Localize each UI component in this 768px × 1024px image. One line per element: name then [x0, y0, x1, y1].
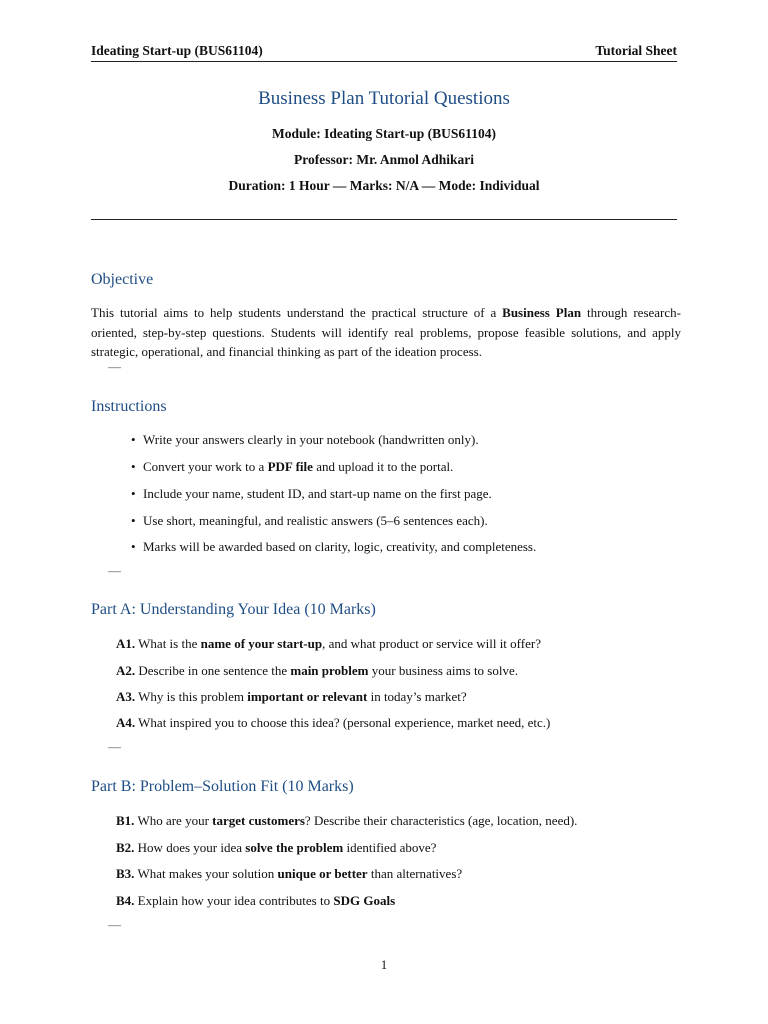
instructions-heading: Instructions — [91, 398, 167, 415]
question-b3: B3. What makes your solution unique or better than alternatives? — [116, 866, 463, 881]
bullet-icon: • — [131, 539, 136, 554]
bullet-icon: • — [131, 432, 136, 447]
title-rule — [91, 219, 677, 220]
objective-text-1: This tutorial aims to help students understand the practical structure of a — [91, 305, 503, 320]
instruction-item: • Convert your work to a PDF file and upload it to the portal. — [131, 459, 454, 474]
instruction-item: • Use short, meaningful, and realistic answers (5–6 sentences each). — [131, 513, 488, 528]
objective-text-bold: Business Plan — [502, 305, 582, 320]
question-a2: A2. Describe in one sentence the main problem your business aims to solve. — [116, 663, 518, 678]
question-a1: A1. What is the name of your start-up, and what product or service will it offer? — [116, 636, 541, 651]
objective-paragraph — [91, 303, 681, 362]
objective-heading: Objective — [91, 271, 154, 288]
bullet-icon: • — [131, 486, 136, 501]
separator-dash: — — [108, 917, 121, 932]
objective-text-2: through research-oriented, step-by-step questions. Students will identify real problems, propose feasible solutions, and apply strategic, operational, and financial thinking as part of the ideation process. — [91, 305, 681, 359]
module-line: Module: Ideating Start-up (BUS61104) — [272, 126, 496, 141]
question-b1: B1. Who are your target customers? Describe their characteristics (age, location, need). — [116, 813, 578, 828]
separator-dash: — — [108, 359, 121, 374]
instruction-item: • Marks will be awarded based on clarity, logic, creativity, and completeness. — [131, 539, 537, 554]
page-number: 1 — [380, 958, 388, 972]
question-a3: A3. Why is this problem important or relevant in today’s market? — [116, 689, 467, 704]
page-title: Business Plan Tutorial Questions — [258, 88, 510, 109]
duration-line: Duration: 1 Hour — Marks: N/A — Mode: Individual — [228, 178, 540, 193]
professor-line: Professor: Mr. Anmol Adhikari — [293, 152, 474, 167]
instruction-item: • Include your name, student ID, and start-up name on the first page. — [131, 486, 492, 501]
part-b-heading: Part B: Problem–Solution Fit (10 Marks) — [91, 778, 354, 795]
instruction-item: • Write your answers clearly in your notebook (handwritten only). — [131, 432, 479, 447]
part-a-heading: Part A: Understanding Your Idea (10 Marks) — [91, 601, 376, 618]
bullet-icon: • — [131, 459, 136, 474]
header-sheet-type: Tutorial Sheet — [595, 43, 677, 58]
separator-dash: — — [108, 563, 121, 578]
bullet-icon: • — [131, 513, 136, 528]
separator-dash: — — [108, 739, 121, 754]
header-course: Ideating Start-up (BUS61104) — [91, 43, 263, 58]
question-a4: A4. What inspired you to choose this idea? (personal experience, market need, etc.) — [116, 715, 551, 730]
running-header — [91, 42, 677, 62]
question-b2: B2. How does your idea solve the problem identified above? — [116, 840, 437, 855]
question-b4: B4. Explain how your idea contributes to SDG Goals — [116, 893, 396, 908]
